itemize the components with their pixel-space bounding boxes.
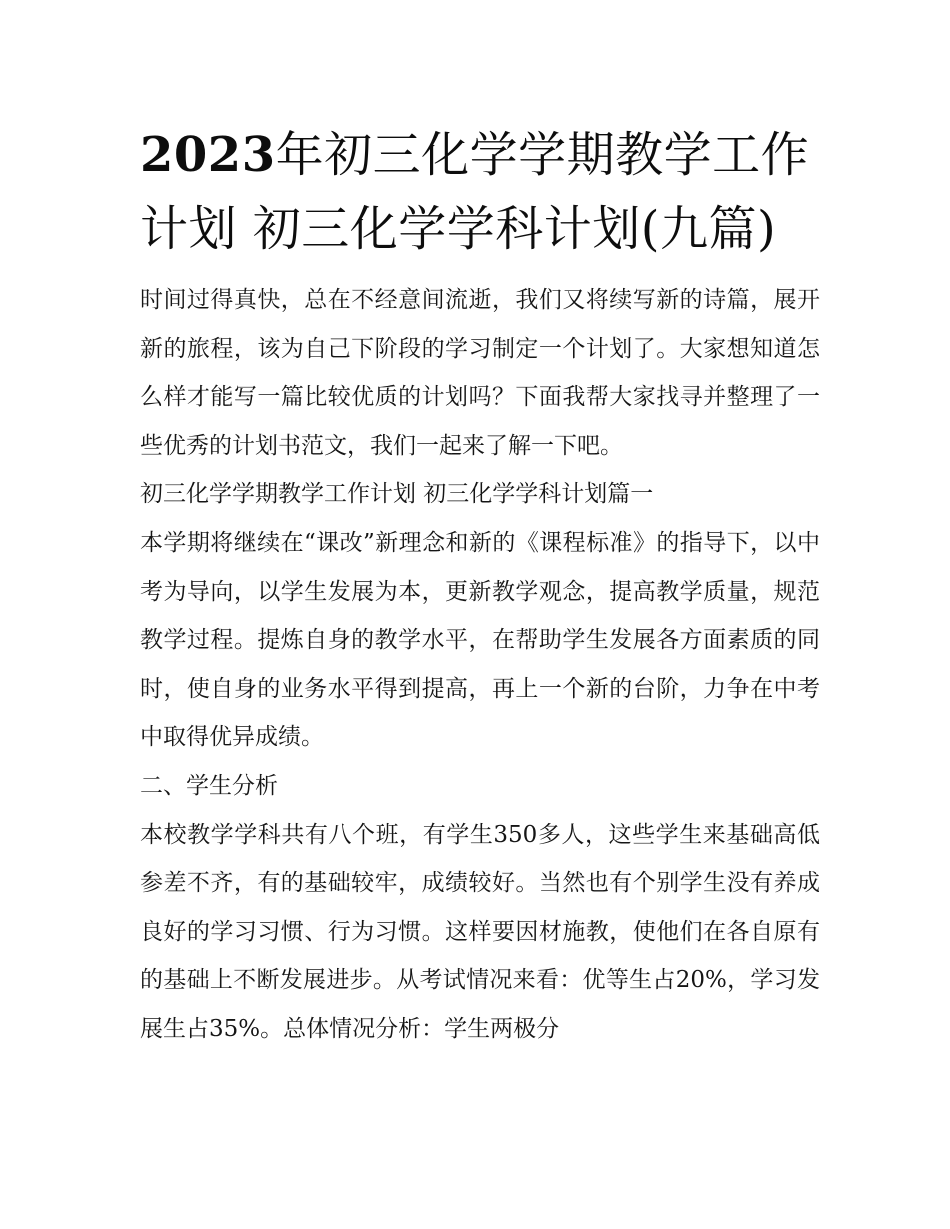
student-analysis-paragraph: 本校教学学科共有八个班，有学生350多人，这些学生来基础高低参差不齐，有的基础较牢，成绩较好。当然也有个别学生没有养成良好的学习习惯、行为习惯。这样要因材施教，使他们在各自原有的基础上不断发展进步。从考试情况来看：优等生占20%，学习发展生占35%。总体情况分析：学生两极分	[140, 821, 820, 1042]
guiding-ideology-paragraph: 本学期将继续在“课改”新理念和新的《课程标准》的指导下，以中考为导向，以学生发展为本，更新教学观念，提高教学质量，规范教学过程。提炼自身的教学水平，在帮助学生发展各方面素质的同时，使自身的业务水平得到提高，再上一个新的台阶，力争在中考中取得优异成绩。	[140, 529, 820, 751]
intro-paragraph: 时间过得真快，总在不经意间流逝，我们又将续写新的诗篇，展开新的旅程，该为自己下阶段的学习制定一个计划了。大家想知道怎么样才能写一篇比较优质的计划吗？下面我帮大家找寻并整理了一些优秀的计划书范文，我们一起来了解一下吧。	[140, 287, 820, 459]
document-title	[140, 118, 820, 266]
section-heading-article-one: 初三化学学期教学工作计划 初三化学学科计划篇一	[140, 481, 654, 508]
document-body	[140, 276, 820, 1054]
title-year: 2023	[140, 127, 276, 183]
section-heading-student-analysis: 二、学生分析	[140, 772, 278, 799]
title-text: 年初三化学学期教学工作计划 初三化学学科计划(九篇)	[140, 127, 810, 257]
